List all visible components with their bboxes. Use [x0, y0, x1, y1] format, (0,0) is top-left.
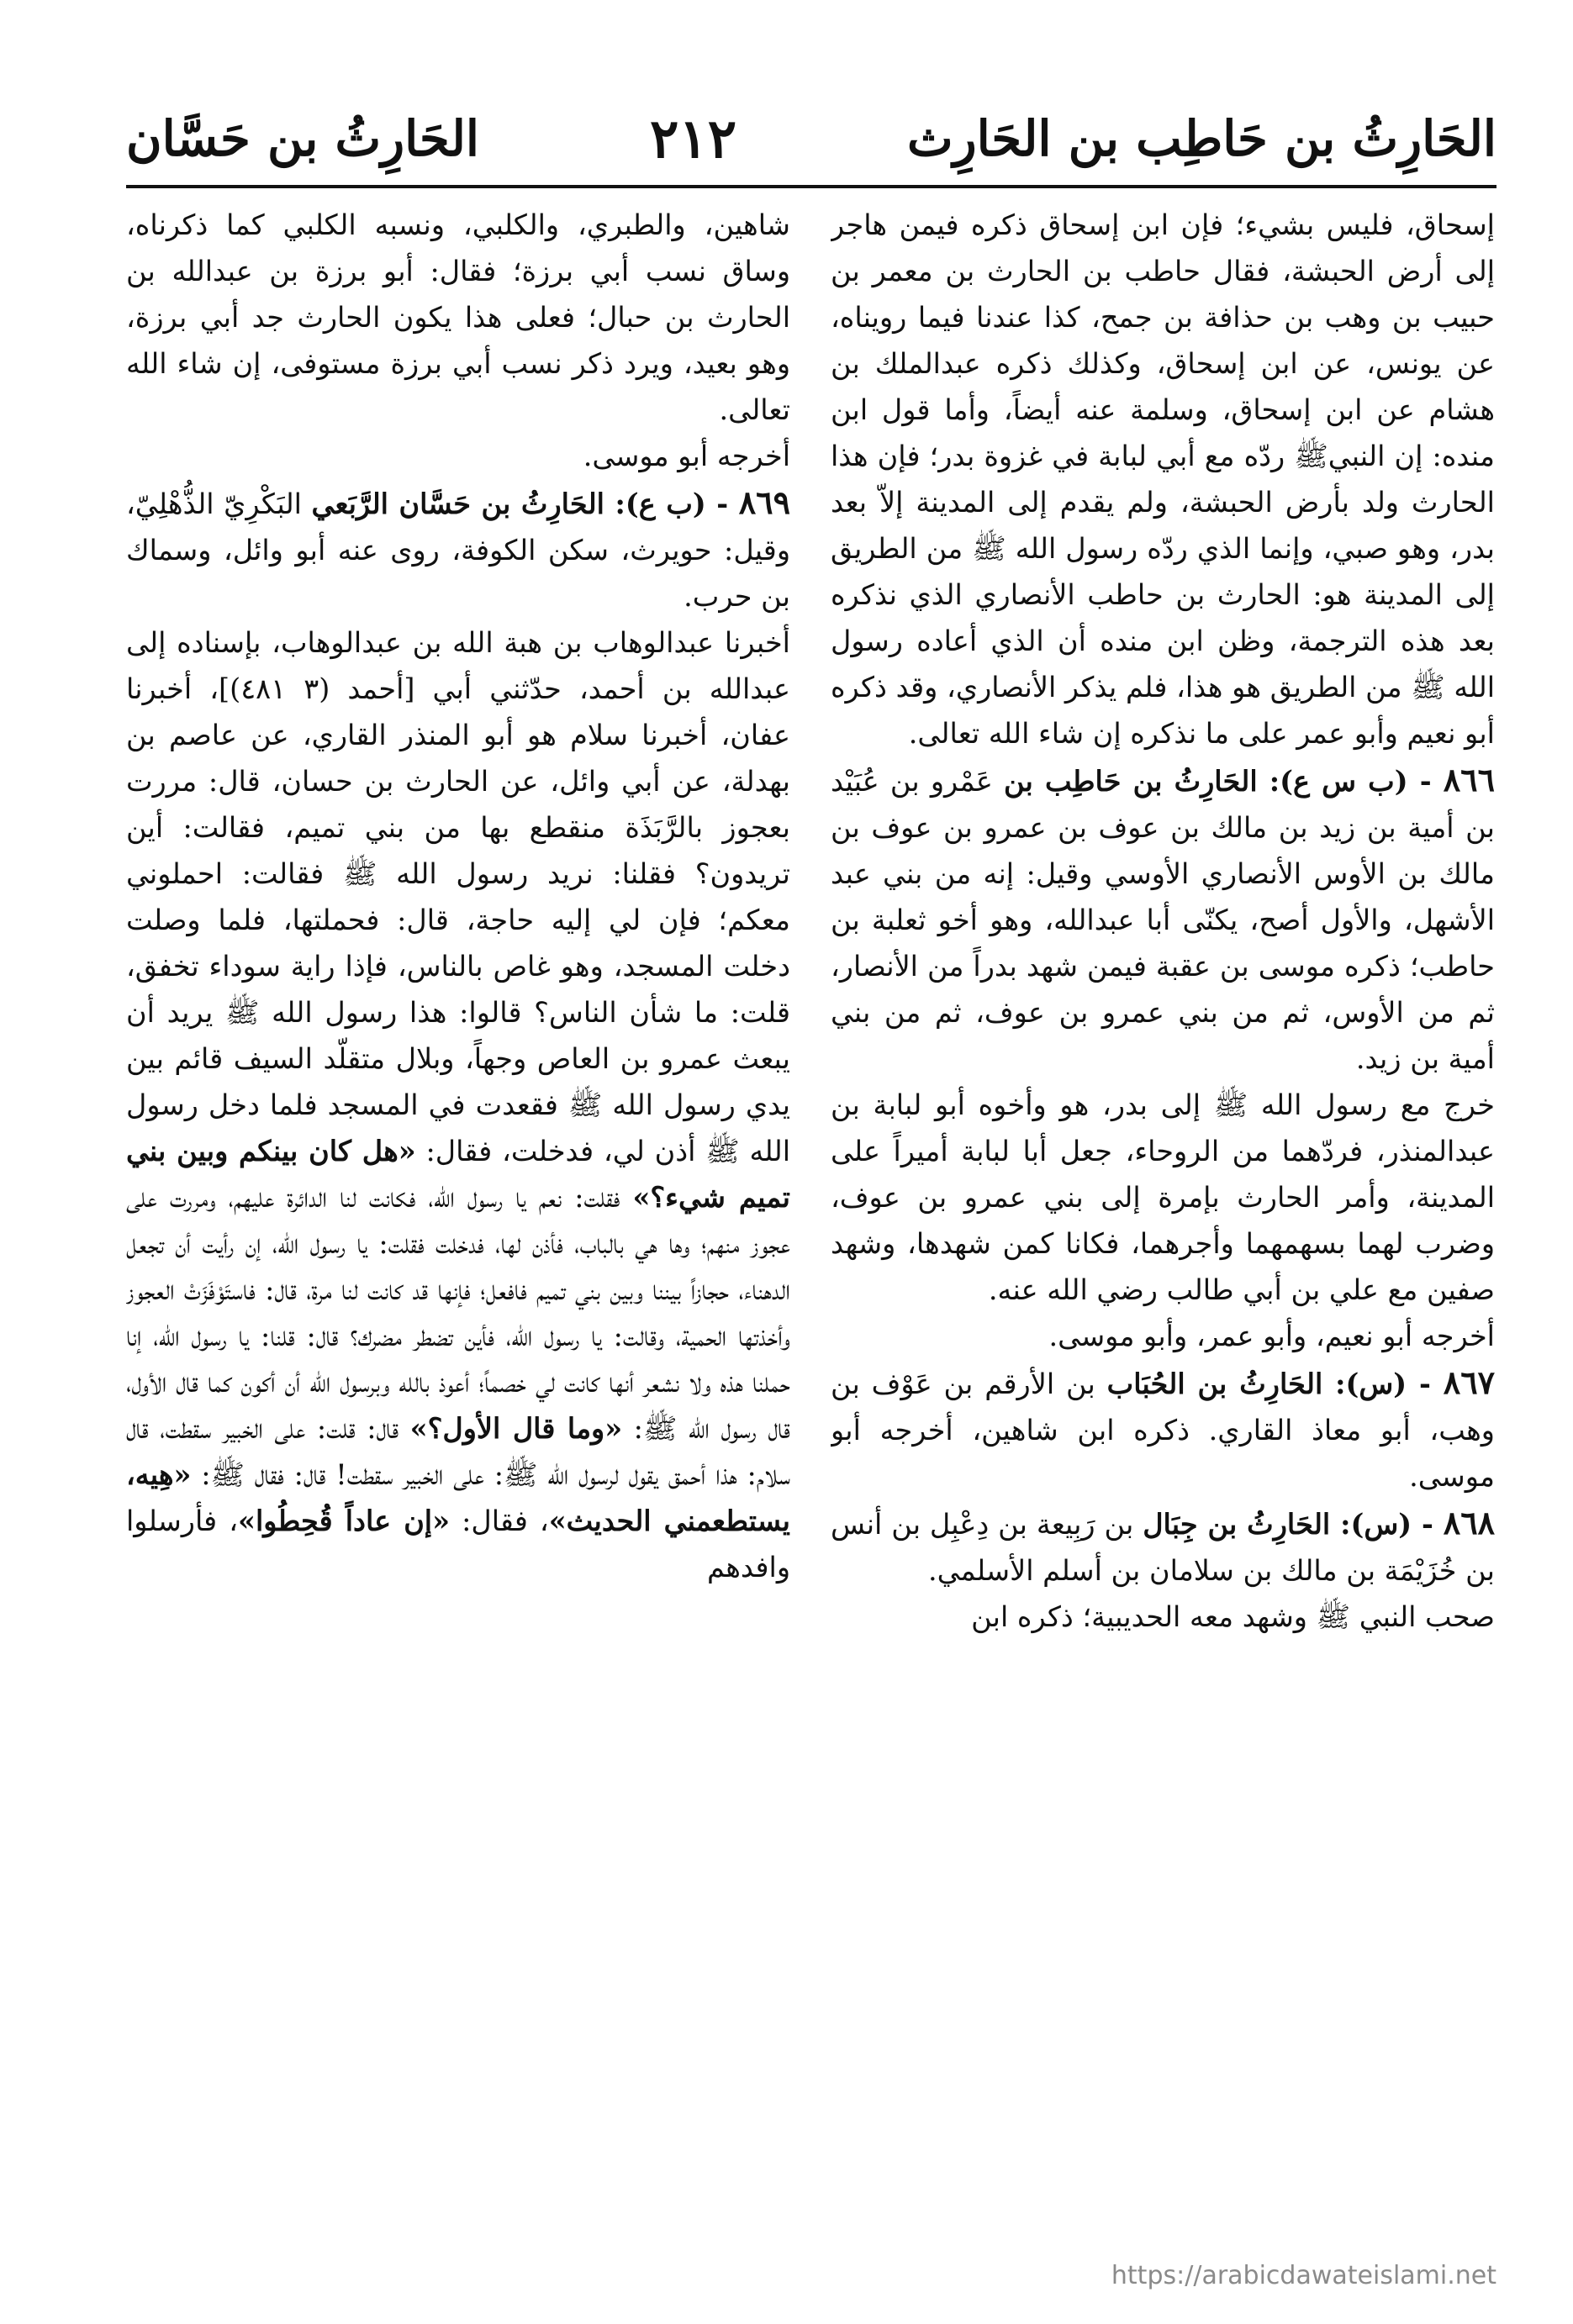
- hadith-paragraph: [126, 619, 790, 1590]
- header-rule: [126, 185, 1496, 188]
- paragraph: صحب النبي ﷺ وشهد معه الحديبية؛ ذكره ابن: [971, 1600, 1495, 1633]
- paragraph: خرج مع رسول الله ﷺ إلى بدر، هو وأخوه أبو لبابة بن عبدالمنذر، فردّهما من الروحاء، جعل أبا لبابة أميراً على المدينة، وأمر الحارث بإمرة إلى بني عمرو بن عوف، وضرب لهما بسهمهما وأجرهما، فكانا كمن شهدها، وشهد صفين مع علي بن أبي طالب رضي الله عنه.: [831, 1088, 1495, 1306]
- watermark-url: https://arabicdawateislami.net: [1111, 2261, 1496, 2290]
- entry-name: الحَارِثُ بن جِبَال: [1143, 1508, 1331, 1541]
- quote-run: «إن عاداً قُحِطُوا»: [238, 1505, 451, 1537]
- text-run: فقلت: نعم يا رسول الله، فكانت لنا الدائرة عليهم، ومررت على عجوز منهم؛ وها هي بالباب، فأذن لها، فدخلت فقلت: يا رسول الله، إن رأيت أن تجعل الدهناء، حجازاً بيننا وبين بني تميم فافعل؛ فإنها قد كانت لنا مرة، قال: فاستَوْفَزَتْ العجوز وأخذتها الحمية، وقالت: يا رسول الله، فأين تضطر مضرك؟ قال: قلنا: يا رسول الله، إنا حملنا هذه ولا نشعر أنها كانت لي خصماً؛ أعوذ بالله وبرسول الله أن أكون كما قال الأول، قال رسول الله ﷺ:: [126, 1181, 790, 1445]
- page-header: [126, 92, 1496, 185]
- entry-number: ٨٦٩: [738, 483, 790, 521]
- entry-number: ٨٦٨: [1443, 1504, 1495, 1541]
- entry-869: [126, 479, 790, 619]
- entry-867: [831, 1359, 1495, 1499]
- running-title-right: الحَارِثُ بن حَاطِب بن الحَارِث: [906, 110, 1496, 167]
- entry-code: - (ب س ع):: [1257, 765, 1444, 798]
- text-run: ، فأرسلوا وافدهم: [126, 1505, 790, 1584]
- entry-name: الحَارِثُ بن الحُبَاب: [1106, 1368, 1323, 1400]
- entry-code: - (ب ع):: [604, 487, 739, 520]
- entry-number: ٨٦٦: [1443, 761, 1495, 798]
- entry-code: - (س):: [1330, 1508, 1444, 1541]
- page-number: ٢١٢: [649, 107, 737, 171]
- paragraph: شاهين، والطبري، والكلبي، ونسبه الكلبي كما ذكرناه، وساق نسب أبي برزة؛ فقال: أبو برزة بن عبدالله بن الحارث بن حبال؛ فعلى هذا يكون الحارث جد أبي برزة، وهو بعيد، ويرد ذكر نسب أبي برزة مستوفى، إن شاء الله تعالى.: [126, 208, 790, 426]
- left-column: [126, 202, 790, 2253]
- entry-text: بن الأرقم بن عَوْف بن وهب، أبو معاذ القاري. ذكره ابن شاهين، أخرجه أبو موسى.: [831, 1368, 1495, 1493]
- quote-run: «هِيه، يستطعمني الحديث»: [126, 1458, 790, 1537]
- paragraph: إسحاق، فليس بشيء؛ فإن ابن إسحاق ذكره فيمن هاجر إلى أرض الحبشة، فقال حاطب بن الحارث بن معمر بن حبيب بن وهب بن حذافة بن جمح، كذا عندنا فيما رويناه، عن يونس، عن ابن إسحاق، وكذلك ذكره عبدالملك بن هشام عن ابن إسحاق، وسلمة عنه أيضاً، وأما قول ابن منده: إن النبيﷺ ردّه مع أبي لبابة في غزوة بدر؛ فإن هذا الحارث ولد بأرض الحبشة، ولم يقدم إلى المدينة إلاّ بعد بدر، وهو صبي، وإنما الذي ردّه رسول الله ﷺ من الطريق إلى المدينة هو: الحارث بن حاطب الأنصاري الذي نذكره بعد هذه الترجمة، وظن ابن منده أن الذي أعاده رسول الله ﷺ من الطريق هو هذا، فلم يذكر الأنصاري، وقد ذكره أبو نعيم وأبو عمر على ما نذكره إن شاء الله تعالى.: [831, 208, 1495, 750]
- entry-text: عَمْرو بن عُبَيْد بن أمية بن زيد بن مالك بن عوف بن عمرو بن عوف بن مالك بن الأوس الأنصاري الأوسي وقيل: إنه من بني عبد الأشهل، والأول أصح، يكنّى أبا عبدالله، وهو أخو ثعلبة بن حاطب؛ ذكره موسى بن عقبة فيمن شهد بدراً من الأنصار، ثم من الأوس، ثم من بني عمرو بن عوف، ثم من بني أمية بن زيد.: [831, 765, 1495, 1075]
- entry-number: ٨٦٧: [1443, 1363, 1495, 1401]
- entry-name: الحَارِثُ بن حَاطِب بن: [1004, 765, 1258, 798]
- text-run: ، فقال:: [450, 1505, 549, 1537]
- entry-text: البَكْرِيّ الذُّهْلِيّ، وقيل: حويرث، سكن الكوفة، روى عنه أبو وائل، وسماك بن حرب.: [126, 487, 790, 613]
- paragraph: أخرجه أبو نعيم، وأبو عمر، وأبو موسى.: [1048, 1320, 1495, 1352]
- entry-name: الحَارِثُ بن حَسَّان الرَّبَعي: [311, 487, 604, 520]
- quote-run: «هل كان بينكم وبين بني تميم شيء؟»: [126, 1135, 790, 1214]
- entry-868: [831, 1499, 1495, 1594]
- right-column: [831, 202, 1495, 2253]
- text-run: قال: قلت: على الخبير سقطت، قال سلام: هذا أحمق يقول لرسول الله ﷺ: على الخبير سقطت! قال: فقال ﷺ:: [126, 1412, 790, 1491]
- quote-run: «وما قال الأول؟»: [409, 1412, 623, 1445]
- entry-text: بن رَبِيعة بن دِعْبِل بن أنس بن خُزَيْمَة بن مالك بن سلامان بن أسلم الأسلمي.: [831, 1508, 1495, 1587]
- entry-code: - (س):: [1322, 1368, 1444, 1400]
- text-run: أخبرنا عبدالوهاب بن هبة الله بن عبدالوهاب، بإسناده إلى عبدالله بن أحمد، حدّثني أبي [أحمد (٣ ٤٨١)]، أخبرنا عفان، أخبرنا سلام هو أبو المنذر القاري، عن عاصم بن بهدلة، عن أبي وائل، عن الحارث بن حسان، قال: مررت بعجوز بالرَّبَذَة منقطع بها من بني تميم، فقالت: أين تريدون؟ فقلنا: نريد رسول الله ﷺ فقالت: احملوني معكم؛ فإن لي إليه حاجة، قال: فحملتها، فلما وصلت دخلت المسجد، وهو غاص بالناس، فإذا راية سوداء تخفق، قلت: ما شأن الناس؟ قالوا: هذا رسول الله ﷺ يريد أن يبعث عمرو بن العاص وجهاً، وبلال متقلّد السيف قائم بين يدي رسول الله ﷺ فقعدت في المسجد فلما دخل رسول الله ﷺ أذن لي، فدخلت، فقال:: [126, 626, 790, 1167]
- paragraph: أخرجه أبو موسى.: [583, 440, 790, 472]
- entry-866: [831, 756, 1495, 1082]
- running-title-left: الحَارِثُ بن حَسَّان: [126, 110, 480, 167]
